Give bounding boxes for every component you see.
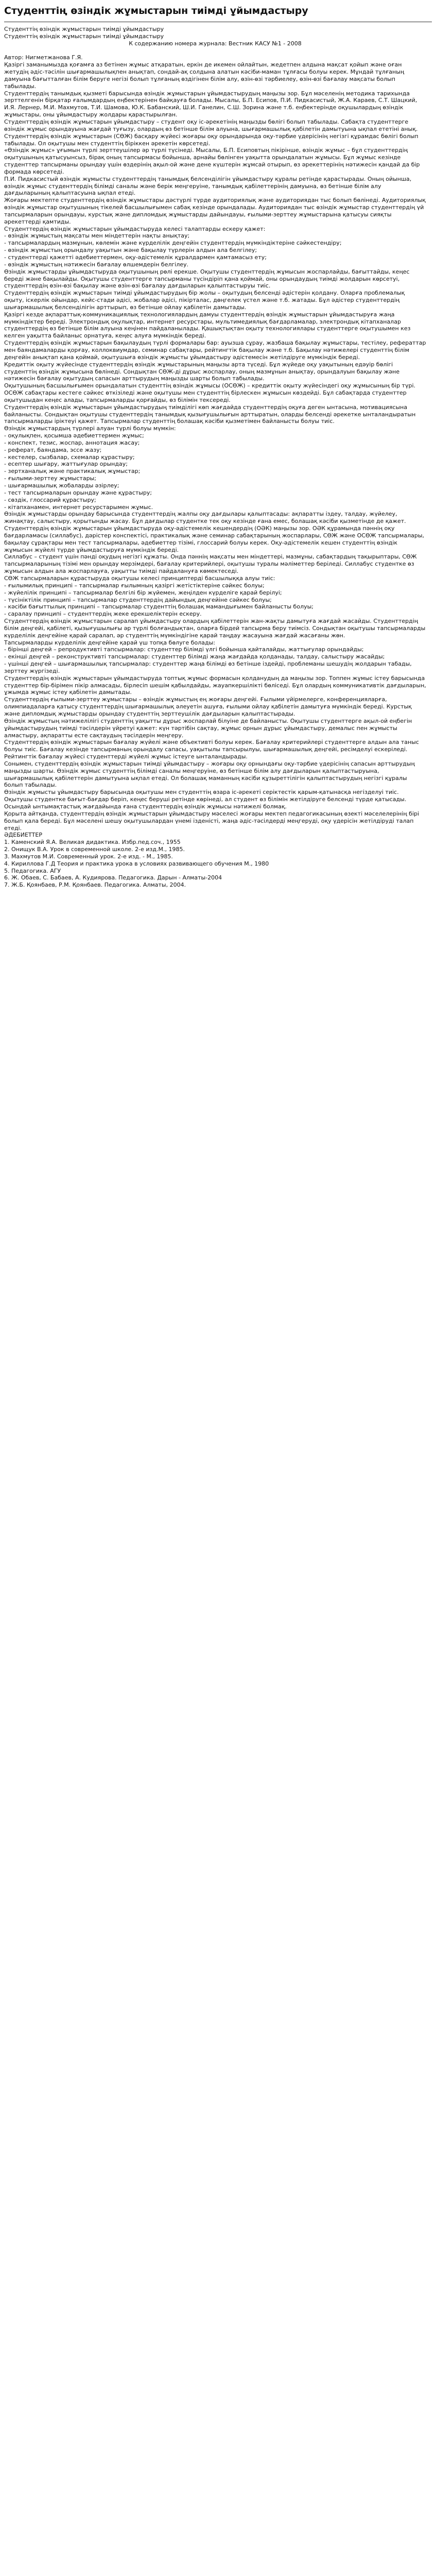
paragraph: Кредиттік оқыту жүйесінде студенттердің өзіндік жұмыстарының маңызы арта түседі. Бұл жүйеде оқу уақытының едәуір бөлігі студенттің өзіндік жұмысына бөлінеді. Сондықтан СӨЖ-ді дұрыс жоспарлау, оның мазмұнын анықтау, орындалуын бақылау және нәтижесін бағалау оқытудың сапасын арттырудың маңызды шарты болып табылады. — [4, 361, 400, 382]
paragraph: - студенттерді қажетті әдебиеттермен, оқу-әдістемелік құралдармен қамтамасыз ету; — [4, 254, 267, 261]
paragraph: - есептер шығару, жаттығулар орындау; — [4, 461, 128, 468]
paragraph: 4. Кириллова Г.Д Теория и практика урока в условиях развивающего обучения М., 1980 — [4, 860, 269, 867]
paragraph: Студенттердің танымдық қызметі барысында өзіндік жұмыстарын ұйымдастырудың маңызы зор. Бұл мәселенің методика тарихында зерттелгенін бірқатар ғалымдардың еңбектерінен байқауға болады. Мысалы, Б.П. Есипов, П.И. Пидкасистый, Ж.А. Караев, С.Т. Шацкий, И.Я. Лернер, М.И. Махмутов, Т.И. Шамова, Ю.К. Бабанский, Ш.И. Ганелин, С.Ш. Зорина және т.б. еңбектерінде оқушылардың өзіндік жұмыстары, оны ұйымдастыру жолдары қарастырылған. — [4, 90, 417, 118]
paragraph: - шығармашылық жобаларды әзірлеу; — [4, 482, 119, 489]
paragraph: - өзіндік жұмыстың мақсаты мен міндеттерін нақты анықтау; — [4, 232, 190, 240]
journal-reference: К содержанию номера журнала: Вестник КАСУ №1 - 2008 — [129, 40, 302, 47]
paragraph: - жүйелілік принципі – тапсырмалар белгілі бір жүйемен, жеңілден күрделіге қарай берілуі; — [4, 589, 282, 596]
paragraph: - саралау принципі – студенттердің жеке ерекшеліктерін ескеру. — [4, 611, 202, 618]
paragraph: Студенттердің өзіндік жұмыстарын ұйымдастыруда топтық жұмыс формасын қолданудың да маңызы зор. Топпен жұмыс істеу барысында студенттер бір-бірімен пікір алмасады, бірлесіп шешім қабылдайды, жауапкершілікті бөліседі. Бұл олардың коммуникативтік дағдыларын, ұжымда жұмыс істеу қабілетін дамытады. — [4, 674, 426, 696]
paragraph: Оқытушының басшылығымен орындалатын студенттің өзіндік жұмысы (ОСӨЖ) – кредиттік оқыту жүйесіндегі оқу жұмысының бір түрі. ОСӨЖ сабақтары кестеге сәйкес өткізіледі және оқытушы мен студенттің бірлескен жұмысын көздейді. Бұл сабақтарда студенттер оқытушыдан кеңес алады, тапсырмаларды қорғайды, өз білімін тексереді. — [4, 382, 416, 403]
paragraph: - сөздік, глоссарий құрастыру; — [4, 496, 96, 503]
paragraph: Студенттердің өзіндік жұмыстарын ұйымдастыру – студент оқу іс-әрекетінің маңызды бөлігі болып табылады. Сабақта студенттерге өзіндік жұмыс орындауына жағдай туғызу, олардың өз бетінше білім алуына, шығармашылық қабілетін дамытуына ықпал ететіні анық. — [4, 118, 418, 132]
paragraph: - үшінші деңгей – шығармашылық тапсырмалар: студенттер жаңа білімді өз бетінше іздейді, проблеманы шешудің жолдарын табады, зерттеу жүргізеді. — [4, 660, 412, 674]
page-title: Студенттің өзіндік жұмыстарын тиімді ұйымдастыру — [4, 5, 308, 16]
paragraph: Өзіндік жұмыстарды ұйымдастыруда оқытушының рөлі ерекше. Оқытушы студенттердің жұмысын жоспарлайды, бағыттайды, кеңес береді және бақылайды. Оқытушы студенттерге тапсырманы түсіндіріп қана қоймай, оны орындаудың тиімді жолдарын көрсетуі, студенттердің өзін-өзі бақылау және өзін-өзі бағалау дағдыларын қалыптастыруы тиіс. — [4, 268, 410, 290]
paragraph: Өзіндік жұмыстардың түрлері алуан түрлі болуы мүмкін: — [4, 425, 176, 432]
paragraph: «Өзіндік жұмыс» ұғымын түрлі зерттеушілер әр түрлі түсінеді. Мысалы, Б.П. Есиповтың пікірінше, өзіндік жұмыс – бұл студенттердің оқытушының қатысуынсыз, бірақ оның тапсырмасы бойынша, арнайы бөлінген уақытта орындалатын жұмысы. Бұл жұмыс кезінде студенттер тапсырманы орындау үшін өздерінің ақыл-ой және дене күштерін жұмсай отырып, өз әрекеттерінің нәтижесін қандай да бір формада көрсетеді. — [4, 147, 420, 175]
paragraph: - кітапханамен, интернет ресурстарымен жұмыс. — [4, 503, 153, 511]
paragraph: Силлабус – студент үшін пәнді оқудың негізгі құжаты. Онда пәннің мақсаты мен міндеттері, мазмұны, сабақтардың тақырыптары, СӨЖ тапсырмаларының тізімі мен орындау мерзімдері, бағалау критерийлері, оқытушы туралы мәліметтер беріледі. Силлабус студентке өз жұмысын алдын ала жоспарлауға, уақытты тиімді пайдалануға көмектеседі. — [4, 553, 417, 575]
header-line — [4, 47, 426, 55]
paragraph: - оқулықпен, қосымша әдебиеттермен жұмыс; — [4, 432, 144, 439]
article-body — [4, 26, 426, 889]
paragraph: - ғылымилық принципі – тапсырмалар ғылымның қазіргі жетістіктеріне сәйкес болуы; — [4, 582, 265, 589]
paragraph: Студенттердің өзіндік жұмыстарын ұйымдастырудың тиімділігі көп жағдайда студенттердің оқуға деген ынтасына, мотивациясына байланысты. Сондықтан оқытушы студенттердің танымдық қызығушылығын арттыратын, оларды белсенді әрекетке ынталандыратын тапсырмаларды іріктеуі қажет. Тапсырмалар студенттің болашақ кәсіби қызметімен байланысты болуы тиіс. — [4, 403, 416, 425]
paragraph: 2. Онищук В.А. Урок в современной школе. 2-е изд.М., 1985. — [4, 846, 185, 853]
paragraph: - екінші деңгей – реконструктивті тапсырмалар: студенттер білімді жаңа жағдайда қолданады, талдау, салыстыру жасайды; — [4, 653, 385, 660]
paragraph: Студенттердің өзіндік жұмыстарын тиімді ұйымдастырудың бір жолы – оқытудың белсенді әдістерін қолдану. Оларға проблемалық оқыту, іскерлік ойындар, кейс-стади әдісі, жобалар әдісі, пікірталас, дөңгелек үстел және т.б. жатады. Бұл әдістер студенттердің шығармашылық белсенділігін арттырып, өз бетінше ойлау қабілетін дамытады. — [4, 290, 405, 311]
paragraph: - өзіндік жұмыстың нәтижесін бағалау өлшемдерін белгілеу. — [4, 261, 189, 268]
paragraph: - ғылыми-зерттеу жұмыстары; — [4, 475, 96, 482]
paragraph: Өзіндік жұмыстарды орындау барысында студенттердің жалпы оқу дағдылары қалыптасады: ақпаратты іздеу, талдау, жүйелеу, жинақтау, салыстыру, қорытынды жасау. Бұл дағдылар студентке тек оқу кезінде ғана емес, болашақ кәсіби қызметінде де қажет. — [4, 511, 406, 525]
paragraph: - зертханалық және практикалық жұмыстар; — [4, 468, 141, 475]
paragraph: - түсініктілік принципі – тапсырмалар студенттердің дайындық деңгейіне сәйкес болуы; — [4, 596, 272, 603]
paragraph: - бірінші деңгей – репродуктивті тапсырмалар: студенттер білімді үлгі бойынша қайталайды, жаттығулар орындайды; — [4, 646, 364, 653]
paragraph: Қазіргі кезде ақпараттық-коммуникациялық технологиялардың дамуы студенттердің өзіндік жұмыстарын ұйымдастыруға жаңа мүмкіндіктер береді. Электрондық оқулықтар, интернет ресурстары, мультимедиялық бағдарламалар, электрондық кітапханалар студенттердің өз бетінше білім алуына кеңінен пайдаланылады. Қашықтықтан оқыту технологиялары студенттерге оқытушымен кез келген уақытта байланыс орнатуға, кеңес алуға мүмкіндік береді. — [4, 311, 411, 340]
paragraph: Жоғары мектепте студенттердің өзіндік жұмыстары дәстүрлі түрде аудиториялық және аудиториядан тыс болып бөлінеді. Аудиториялық өзіндік жұмыстар оқытушының тікелей басшылығымен сабақ кезінде орындалады. Аудиториядан тыс өзіндік жұмыстар студенттердің үй тапсырмаларын орындауы, курстық және дипломдық жұмыстарды дайындауы, ғылыми-зерттеу жұмыстарына қатысуы сияқты әрекеттерді қамтиды. — [4, 197, 426, 225]
paragraph: ӘДЕБИЕТТЕР — [4, 832, 42, 839]
paragraph: Тапсырмаларды күрделілік деңгейіне қарай үш топқа бөлуге болады: — [4, 639, 216, 646]
paragraph: 1. Каменский Я.А. Великая дидактика. Избр.пед.соч., 1955 — [4, 839, 181, 846]
paragraph: Студенттердің ғылыми-зерттеу жұмыстары – өзіндік жұмыстың ең жоғары деңгейі. Ғылыми үйірмелерге, конференцияларға, олимпиадаларға қатысу студенттердің шығармашылық әлеуетін ашуға, ғылыми ойлау қабілетін дамытуға мүмкіндік береді. Курстық және дипломдық жұмыстарды орындау студенттің зерттеушілік дағдыларын қалыптастырады. — [4, 696, 412, 717]
header-line: Студенттің өзіндік жұмыстарын тиімді ұйымдастыру — [4, 26, 164, 32]
paragraph: Өзіндік жұмыстың нәтижелілігі студенттің уақытты дұрыс жоспарлай білуіне де байланысты. Оқытушы студенттерге ақыл-ой еңбегін ұйымдастырудың тиімді тәсілдерін үйретуі қажет: күн тәртібін сақтау, жұмыс орнын дұрыс ұйымдастыру, демалыс пен жұмысты алмастыру, ақпаратты есте сақтаудың тәсілдерін меңгеру. — [4, 717, 412, 739]
paragraph: 3. Махмутов М.И. Современный урок. 2-е изд. - М., 1985. — [4, 853, 173, 860]
paragraph: 7. Ж.Б. Қоянбаев, Р.М. Қоянбаев. Педагогика. Алматы, 2004. — [4, 882, 186, 889]
paragraph: Студенттердің өзіндік жұмыстарын ұйымдастыруда оқу-әдістемелік кешендердің (ОӘК) маңызы зор. ОӘК құрамында пәннің оқу бағдарламасы (силлабус), дәрістер конспектісі, практикалық және семинар сабақтарының жоспарлары, СӨЖ және ОСӨЖ тапсырмалары, бақылау сұрақтары мен тест тапсырмалары, әдебиеттер тізімі, глоссарий болуы керек. Оқу-әдістемелік кешен студенттің өзіндік жұмысын жүйелі түрде ұйымдастыруға мүмкіндік береді. — [4, 525, 424, 553]
paragraph: Қазіргі заманымызда қоғамға аз бетінен жұмыс атқаратын, еркін де икемен ойлайтын, жедетпен алдына мақсат қойып және оған жетудің әдіс-тәсілін шығармашылықпен анықтап, сондай-ақ солдына алатын кәсіби-маман тұлғасы болуы керек. Мұндай тұлғаның дамуына бағытталған білім беруге негізі болып тұлғаның өздігінен білім алу, өзін-өзі тәрбиелеу, өзін-өзі бағалау мақсаты болып табылады. — [4, 61, 405, 90]
paragraph: - реферат, баяндама, эссе жазу; — [4, 446, 102, 453]
paragraph: - кестелер, сызбалар, схемалар құрастыру; — [4, 453, 135, 461]
article-author: Автор: Нигметжанова Г.Я. — [4, 54, 83, 61]
paragraph: Студенттердің өзіндік жұмыстарын бағалау жүйелі және объективті болуы керек. Бағалау критерийлері студенттерге алдын ала таныс болуы тиіс. Бағалау кезінде тапсырманың орындалу сапасы, уақытылы тапсырылуы, шығармашылық деңгейі, ресімделуі ескеріледі. Рейтингтік бағалау жүйесі студенттерді жүйелі жұмыс істеуге ынталандырады. — [4, 739, 419, 760]
paragraph: 5. Педагогика. АГУ — [4, 867, 61, 874]
paragraph: Өзіндік жұмысты ұйымдастыру барысында оқытушы мен студенттің өзара іс-әрекеті серіктестік қарым-қатынасқа негізделуі тиіс. Оқытушы студентке бағыт-бағдар беріп, кеңес беруші ретінде көрінеді, ал студент өз білімін жетілдіруге белсенді түрде қатысады. Осындай ынтымақтастық жағдайында ғана студенттердің өзіндік жұмысы нәтижелі болмақ. — [4, 789, 407, 810]
paragraph: - тапсырмалардың мазмұнын, көлемін және күрделілік деңгейін студенттердің мүмкіндіктеріне сәйкестендіру; — [4, 240, 342, 247]
paragraph: Студенттердің өзіндік жұмыстарын саралап ұйымдастыру олардың қабілеттерін жан-жақты дамытуға жағдай жасайды. Студенттердің білім деңгейі, қабілеті, қызығушылығы әр түрлі болғандықтан, оларға бірдей тапсырма беру тиімсіз. Сондықтан оқытушы тапсырмаларды күрделілік деңгейіне қарай саралап, әр студенттің мүмкіндігіне қарай таңдау жасауына жағдай жасағаны жөн. — [4, 618, 426, 639]
paragraph: - кәсіби бағыттылық принципі – тапсырмалар студенттің болашақ мамандығымен байланысты болуы; — [4, 603, 314, 611]
paragraph: П.И. Пидкасистый өзіндік жұмысты студенттердің танымдық белсенділігін ұйымдастыру құралы ретінде қарастырады. Оның ойынша, өзіндік жұмыс студенттердің білімді саналы және берік меңгеруіне, танымдық қабілеттерінің дамуына, өз бетінше білім алу дағдыларының қалыптасуына ықпал етеді. — [4, 175, 412, 197]
paragraph: СӨЖ тапсырмаларын құрастыруда оқытушы келесі принциптерді басшылыққа алуы тиіс: — [4, 574, 275, 582]
paragraph: - өзіндік жұмыстың орындалу уақытын және бақылау түрлерін алдын ала белгілеу; — [4, 247, 257, 254]
paragraph: Студенттердің өзіндік жұмыстарын бақылаудың түрлі формалары бар: ауызша сұрау, жазбаша бақылау жұмыстары, тестілеу, рефераттар мен баяндамаларды қорғау, коллоквиумдар, семинар сабақтары, рейтингтік бақылау және т.б. Бақылау нәтижелері студенттің білім деңгейін анықтап қана қоймай, оқытушыға өзіндік жұмысты ұйымдастыру әдістемесін жетілдіруге мүмкіндік береді. — [4, 340, 426, 361]
paragraph: - тест тапсырмаларын орындау және құрастыру; — [4, 489, 152, 496]
paragraph: 6. Ж. Обаев, С. Бабаев, А. Кудиярова. Педагогика. Дарын - Алматы-2004 — [4, 874, 222, 882]
paragraph: Қорыта айтқанда, студенттердің өзіндік жұмыстарын ұйымдастыру мәселесі жоғары мектеп педагогикасының өзекті мәселелерінің бірі болып қала береді. Бұл мәселені шешу оқытушылардан үнемі ізденісті, жаңа әдіс-тәсілдерді меңгеруді, оқу үдерісін жетілдіруді талап етеді. — [4, 810, 420, 832]
header-line: Студенттің өзіндік жұмыстарын тиімді ұйымдастыру — [4, 32, 164, 40]
paragraph: - конспект, тезис, жоспар, аннотация жасау; — [4, 439, 140, 446]
paragraph: Студенттердің өзіндік жұмыстарын (СӨЖ) басқару жүйесі жоғары оқу орындарында оқу-тәрбие үдерісінің негізгі құрамдас бөлігі болып табылады. Ол оқытушы мен студенттің біріккен әрекетін көрсетеді. — [4, 132, 418, 147]
paragraph: Сонымен, студенттердің өзіндік жұмыстарын тиімді ұйымдастыру – жоғары оқу орнындағы оқу-тәрбие үдерісінің сапасын арттырудың маңызды шарты. Өзіндік жұмыс студенттің білімді саналы меңгеруіне, өз бетінше білім алу дағдыларын қалыптастыруына, шығармашылық қабілеттерін дамытуына ықпал етеді. Ол болашақ маманның кәсіби құзыреттілігін қалыптастырудың негізгі құралы болып табылады. — [4, 760, 415, 789]
paragraph: Студенттердің өзіндік жұмыстарын ұйымдастыруда келесі талаптарды ескеру қажет: — [4, 225, 266, 232]
